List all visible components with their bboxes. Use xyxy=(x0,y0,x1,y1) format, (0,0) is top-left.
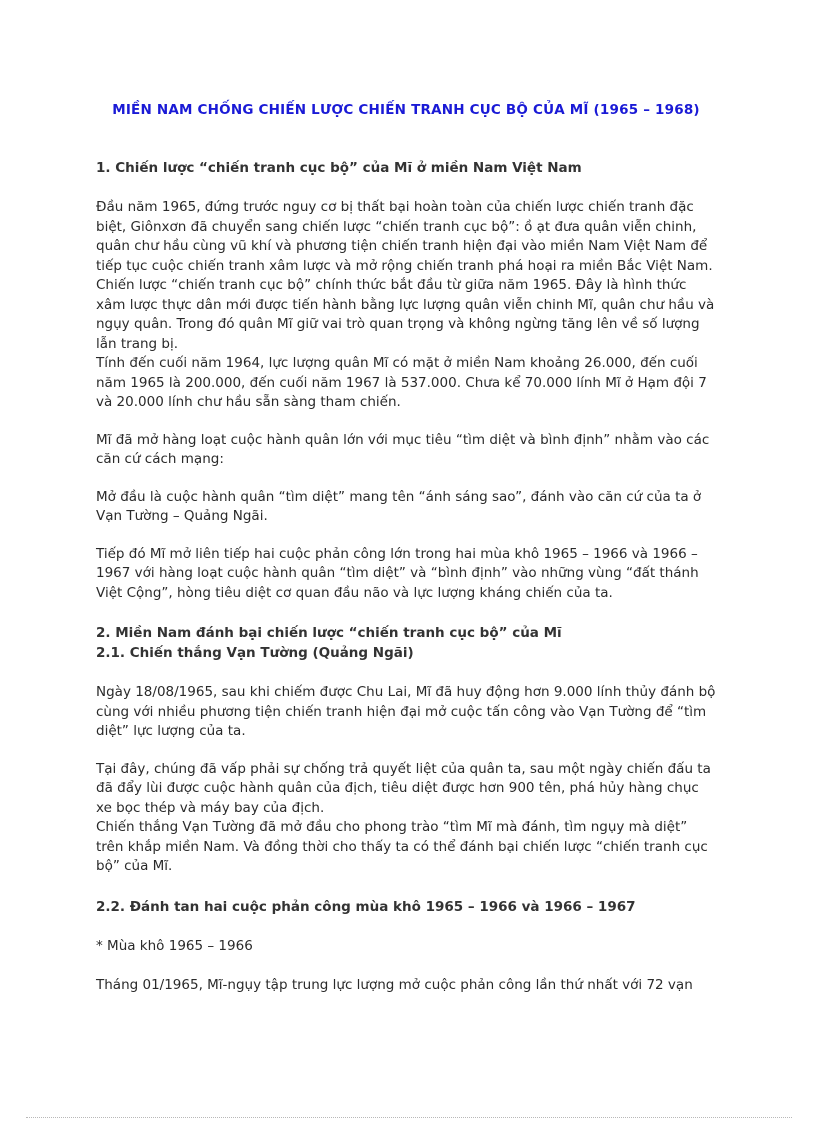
section-1-heading: 1. Chiến lược “chiến tranh cục bộ” của Mĩ ở miền Nam Việt Nam xyxy=(96,160,582,176)
paragraph-dry-season-label: * Mùa khô 1965 – 1966 xyxy=(96,937,253,954)
section-2-heading: 2. Miền Nam đánh bại chiến lược “chiến tranh cục bộ” của Mĩ xyxy=(96,625,562,641)
paragraph-starlite: Mở đầu là cuộc hành quân “tìm diệt” mang tên “ánh sáng sao”, đánh vào căn cứ của ta ở Vạn Tường – Quảng Ngãi. xyxy=(96,488,702,524)
page-bottom-divider xyxy=(26,1117,792,1118)
document-title: MIỀN NAM CHỐNG CHIẾN LƯỢC CHIẾN TRANH CỤC BỘ CỦA MĨ (1965 – 1968) xyxy=(112,102,700,118)
document-body xyxy=(96,158,718,996)
paragraph-first-counteroffensive: Tháng 01/1965, Mĩ-ngụy tập trung lực lượng mở cuộc phản công lần thứ nhất với 72 vạn xyxy=(96,977,693,993)
paragraph-counteroffensives: Tiếp đó Mĩ mở liên tiếp hai cuộc phản công lớn trong hai mùa khô 1965 – 1966 và 1966 – 1967 với hàng loạt cuộc hành quân “tìm diệt” và “bình định” vào những vùng “đất thánh Việt Cộng”, hòng tiêu diệt cơ quan đầu não và lực lượng kháng chiến của ta. xyxy=(96,545,699,601)
paragraph-van-tuong-victory: Chiến thắng Vạn Tường đã mở đầu cho phong trào “tìm Mĩ mà đánh, tìm ngụy mà diệt” trên khắp miền Nam. Và đồng thời cho thấy ta có thể đánh bại chiến lược “chiến tranh cục bộ” của Mĩ. xyxy=(96,819,708,874)
paragraph-strategy-intro: Đầu năm 1965, đứng trước nguy cơ bị thất bại hoàn toàn của chiến lược chiến tranh đặc biệt, Giônxơn đã chuyển sang chiến lược “chiến tranh cục bộ”: ồ ạt đưa quân viễn chinh, quân chư hầu cùng vũ khí và phương tiện chiến tranh hiện đại vào miền Nam Việt Nam để tiếp tục cuộc chiến tranh xâm lược và mở rộng chiến tranh phá hoại ra miền Bắc Việt Nam. Chiến lược “chiến tranh cục bộ” chính thức bắt đầu từ giữa năm 1965. Đây là hình thức xâm lược thực dân mới được tiến hành bằng lực lượng quân viễn chinh Mĩ, quân chư hầu và ngụy quân. Trong đó quân Mĩ giữ vai trò quan trọng và không ngừng tăng lên về số lượng lẫn trang bị. xyxy=(96,199,715,352)
section-2-1-heading: 2.1. Chiến thắng Vạn Tường (Quảng Ngãi) xyxy=(96,645,414,661)
paragraph-troop-numbers: Tính đến cuối năm 1964, lực lượng quân Mĩ có mặt ở miền Nam khoảng 26.000, đến cuối năm 1965 là 200.000, đến cuối năm 1967 là 537.000. Chưa kể 70.000 lính Mĩ ở Hạm đội 7 và 20.000 lính chư hầu sẵn sàng tham chiến. xyxy=(96,355,707,410)
paragraph-search-destroy: Mĩ đã mở hàng loạt cuộc hành quân lớn với mục tiêu “tìm diệt và bình định” nhằm vào các căn cứ cách mạng: xyxy=(96,431,710,467)
section-2-2-heading: 2.2. Đánh tan hai cuộc phản công mùa khô 1965 – 1966 và 1966 – 1967 xyxy=(96,898,636,915)
paragraph-van-tuong-attack: Ngày 18/08/1965, sau khi chiếm được Chu Lai, Mĩ đã huy động hơn 9.000 lính thủy đánh bộ cùng với nhiều phương tiện chiến tranh hiện đại mở cuộc tấn công vào Vạn Tường để “tìm diệt” lực lượng của ta. xyxy=(96,684,716,739)
paragraph-van-tuong-resistance: Tại đây, chúng đã vấp phải sự chống trả quyết liệt của quân ta, sau một ngày chiến đấu ta đã đẩy lùi được cuộc hành quân của địch, tiêu diệt được hơn 900 tên, phá hủy hàng chục xe bọc thép và máy bay của địch. xyxy=(96,760,711,816)
